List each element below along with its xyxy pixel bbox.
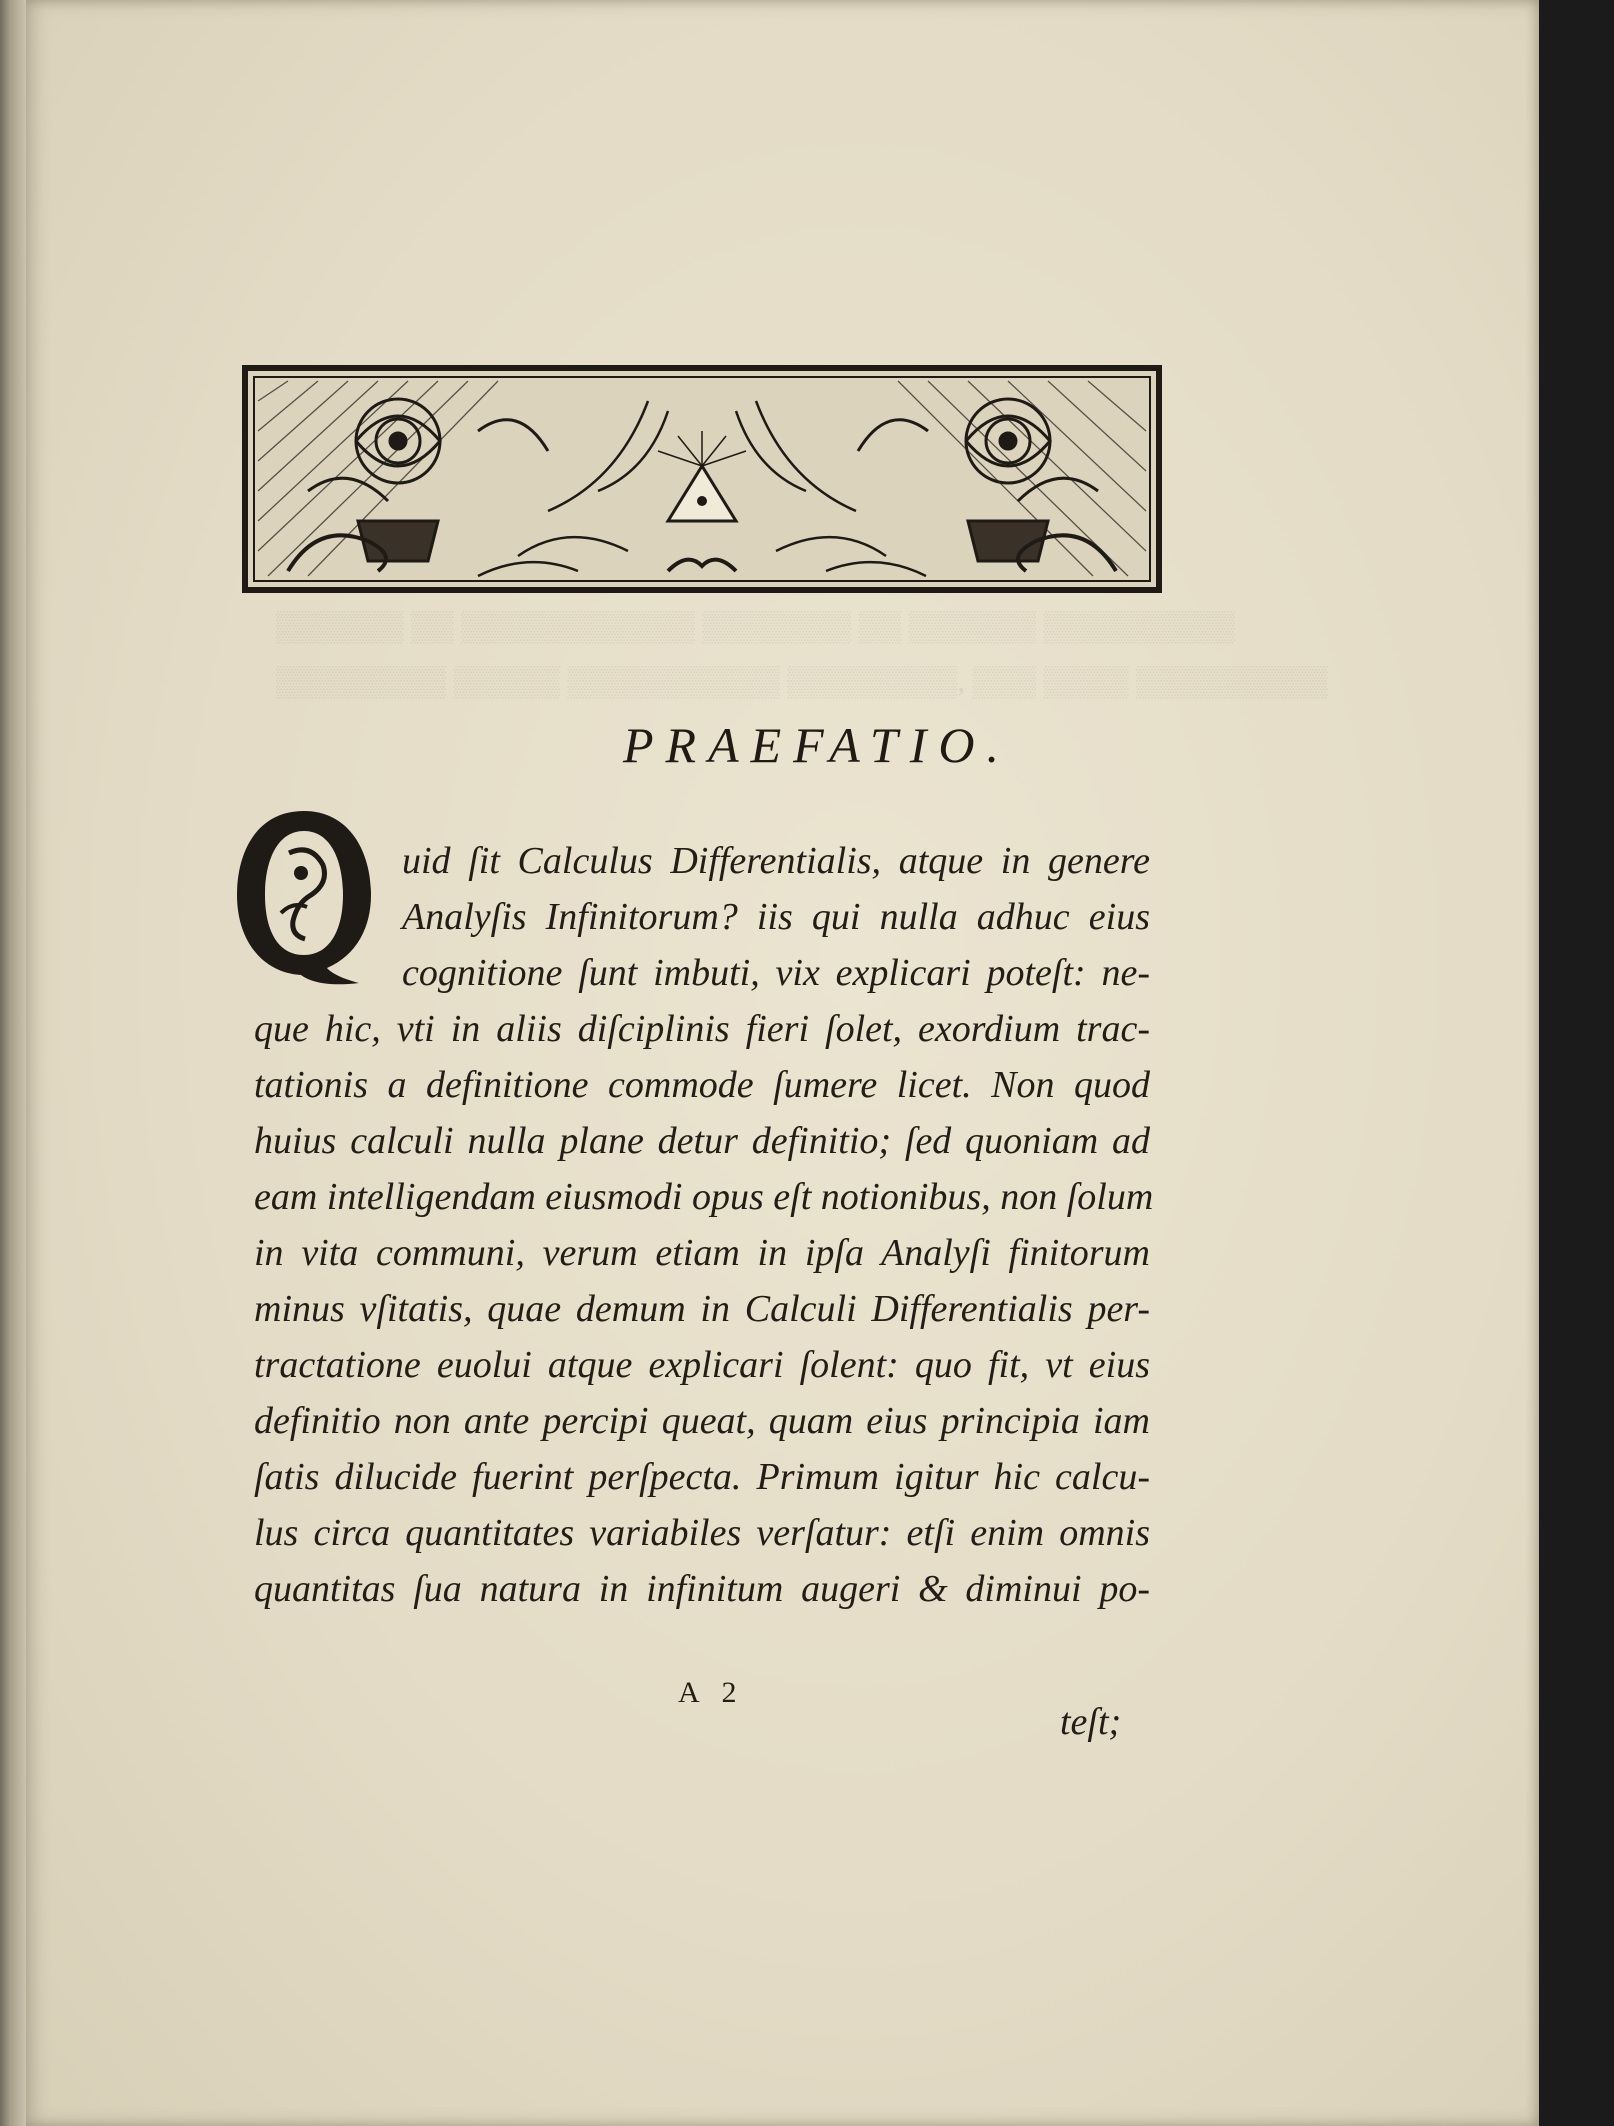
signature-mark: A 2 <box>678 1676 745 1709</box>
text-line: que hic, vti in aliis diſciplinis fieri ſolet, exordium trac- <box>254 1008 1150 1050</box>
ornamental-initial-icon <box>231 803 378 988</box>
floral-ornament-icon <box>248 371 1156 587</box>
text-line: uid ſit Calculus Differentialis, atque in genere <box>402 840 1150 882</box>
page-title: PRAEFATIO. <box>622 717 1012 773</box>
book-page <box>26 0 1539 2126</box>
text-line: huius calculi nulla plane detur definitio; ſed quoniam ad <box>254 1120 1150 1162</box>
text-line: Analyſis Infinitorum? iis qui nulla adhuc eius <box>402 896 1150 938</box>
drop-cap-q <box>231 803 378 988</box>
text-line: ſatis dilucide fuerint perſpecta. Primum igitur hic calcu- <box>254 1456 1150 1498</box>
show-through-shadow: ▒▒▒▒▒▒ ▒▒ ▒▒▒▒▒▒▒▒▒▒▒ ▒▒▒▒▒▒▒ ▒▒ ▒▒▒▒▒▒ ▒▒▒▒▒▒▒▒▒ <box>276 610 1235 643</box>
text-line: tationis a definitione commode ſumere licet. Non quod <box>254 1064 1150 1106</box>
text-line: definitio non ante percipi queat, quam eius principia iam <box>254 1400 1150 1442</box>
text-line: tractatione euolui atque explicari ſolent: quo fit, vt eius <box>254 1344 1150 1386</box>
text-line: lus circa quantitates variabiles verſatur: etſi enim omnis <box>254 1512 1150 1554</box>
text-line: minus vſitatis, quae demum in Calculi Differentialis per- <box>254 1288 1150 1330</box>
book-spine-edge <box>0 0 28 2126</box>
text-line: in vita communi, verum etiam in ipſa Analyſi finitorum <box>254 1232 1150 1274</box>
text-line: quantitas ſua natura in infinitum augeri & diminui po- <box>254 1568 1150 1610</box>
show-through-shadow: ▒▒▒▒▒▒▒▒ ▒▒▒▒▒ ▒▒▒▒▒▒▒▒▒▒ ▒▒▒▒▒▒▒▒, ▒▒▒ ▒▒▒▒ ▒▒▒▒▒▒▒▒▒ <box>276 665 1328 698</box>
catchword: teſt; <box>1060 1701 1122 1743</box>
text-line: eam intelligendam eiusmodi opus eſt notionibus, non ſolum <box>254 1176 1154 1218</box>
text-line: cognitione ſunt imbuti, vix explicari poteſt: ne- <box>402 952 1150 994</box>
woodcut-headpiece <box>242 365 1162 593</box>
